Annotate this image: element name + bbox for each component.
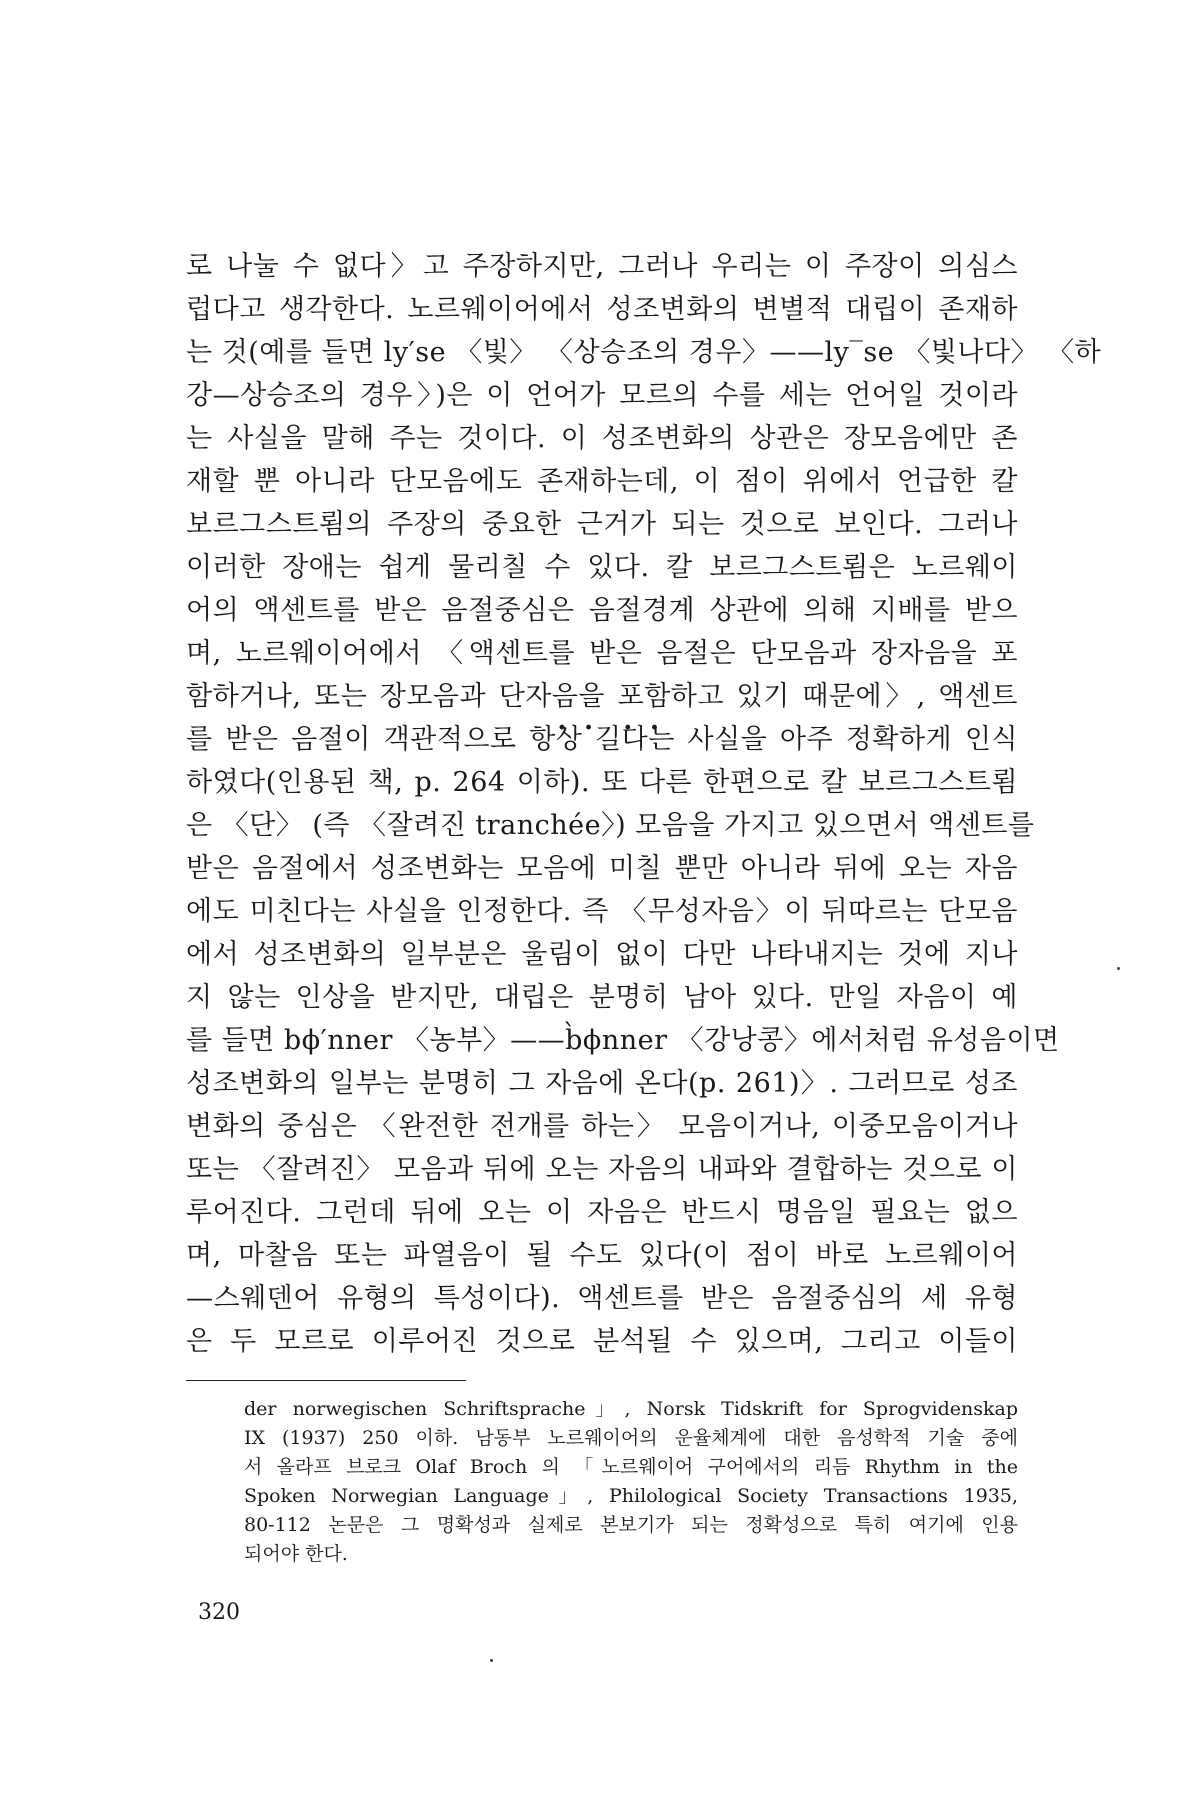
body-line: 어의 액센트를 받은 음절중심은 음절경계 상관에 의해 지배를 받으 [186, 595, 1018, 626]
body-line: 성조변화의 일부는 분명히 그 자음에 온다(p. 261)〉. 그러므로 성조 [186, 1068, 1018, 1099]
body-line: 는 것(예를 들면 ly′se 〈빛〉 〈상승조의 경우〉——ly‾se 〈빛나다〉 〈하 [186, 337, 1102, 368]
footnote-line: 되어야 한다. [244, 1543, 348, 1565]
body-line: 또는 〈잘려진〉 모음과 뒤에 오는 자음의 내파와 결합하는 것으로 이 [186, 1154, 1018, 1185]
body-line: 에도 미친다는 사실을 인정한다. 즉 〈무성자음〉이 뒤따르는 단모음 [186, 896, 1018, 927]
body-text [186, 245, 1102, 1363]
body-line: 루어진다. 그런데 뒤에 오는 이 자음은 반드시 명음일 필요는 없으 [186, 1197, 1018, 1228]
body-line: 재할 뿐 아니라 단모음에도 존재하는데, 이 점이 위에서 언급한 칼 [186, 466, 1018, 497]
body-line: 는 사실을 말해 주는 것이다. 이 성조변화의 상관은 장모음에만 존 [186, 423, 1018, 454]
body-line: 보르그스트룀의 주장의 중요한 근거가 되는 것으로 보인다. 그러나 [186, 509, 1018, 540]
body-line: 를 들면 bϕ′nner 〈농부〉——b̀ϕnner 〈강낭콩〉에서처럼 유성음이면 [186, 1025, 1060, 1056]
body-line: 은 〈단〉 (즉 〈잘려진 tranchée〉) 모음을 가지고 있으면서 액센트를 [186, 810, 1035, 841]
scan-speck [490, 1659, 493, 1662]
page-number: 320 [198, 1600, 240, 1625]
footnote-line: 80-112 논문은 그 명확성과 실제로 본보기가 되는 정확성으로 특히 여기에 인용 [244, 1514, 1018, 1536]
footnote [244, 1395, 1018, 1569]
body-line: 럽다고 생각한다. 노르웨이어에서 성조변화의 변별적 대립이 존재하 [186, 294, 1018, 325]
footnote-line: Spoken Norwegian Language」, Philological Society Transactions 1935, [244, 1485, 1018, 1507]
body-line: 함하거나, 또는 장모음과 단자음을 포함하고 있기 때문에〉, 액센트 [186, 681, 1018, 712]
body-line: 강—상승조의 경우〉)은 이 언어가 모르의 수를 세는 언어일 것이라 [186, 380, 1018, 411]
footnote-line: der norwegischen Schriftsprache」, Norsk Tidskrift for Sprogvidenskap [244, 1398, 1018, 1420]
body-line: 며, 마찰음 또는 파열음이 될 수도 있다(이 점이 바로 노르웨이어 [186, 1240, 1018, 1271]
footnote-line: 서 올라프 브로크 Olaf Broch 의 「노르웨이어 구어에서의 리듬 Rhythm in the [244, 1456, 1018, 1478]
scan-speck [1117, 967, 1120, 970]
body-line: —스웨덴어 유형의 특성이다). 액센트를 받은 음절중심의 세 유형 [186, 1283, 1018, 1314]
body-line: 변화의 중심은 〈완전한 전개를 하는〉 모음이거나, 이중모음이거나 [186, 1111, 1018, 1142]
footnote-divider [186, 1380, 466, 1381]
body-line: 를 받은 음절이 객관적으로 항̇상̇ 길̇다̇는 사실을 아주 정확하게 인식 [186, 724, 1018, 755]
body-line: 이러한 장애는 쉽게 물리칠 수 있다. 칼 보르그스트룀은 노르웨이 [186, 552, 1018, 583]
body-line: 에서 성조변화의 일부분은 울림이 없이 다만 나타내지는 것에 지나 [186, 939, 1018, 970]
body-line: 지 않는 인상을 받지만, 대립은 분명히 남아 있다. 만일 자음이 예 [186, 982, 1018, 1013]
body-line: 받은 음절에서 성조변화는 모음에 미칠 뿐만 아니라 뒤에 오는 자음 [186, 853, 1018, 884]
body-line: 며, 노르웨이어에서 〈액센트를 받은 음절은 단모음과 장자음을 포 [186, 638, 1018, 669]
body-line: 은 두 모르로 이루어진 것으로 분석될 수 있으며, 그리고 이들이 [186, 1326, 1018, 1357]
body-line: 하였다(인용된 책, p. 264 이하). 또 다른 한편으로 칼 보르그스트룀 [186, 767, 1018, 798]
body-line: 로 나눌 수 없다〉고 주장하지만, 그러나 우리는 이 주장이 의심스 [186, 251, 1018, 282]
footnote-line: IX (1937) 250 이하. 남동부 노르웨이어의 운율체계에 대한 음성학적 기술 중에 [244, 1427, 1018, 1449]
